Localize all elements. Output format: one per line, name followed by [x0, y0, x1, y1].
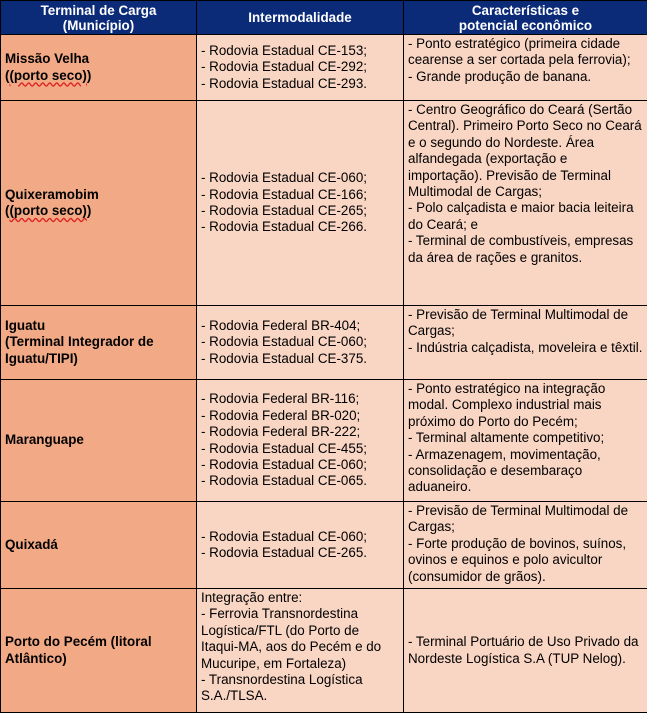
features-cell [404, 589, 647, 713]
terminal-cell [1, 101, 197, 306]
terminal-cell [1, 502, 197, 589]
modal-item: - Rodovia Federal BR-404; [201, 317, 361, 333]
modal-item: - Rodovia Estadual CE-166; [201, 186, 367, 202]
feature-item: - Polo calçadista e maior bacia leiteira do Ceará; e [408, 200, 634, 232]
feature-item: - Forte produção de bovinos, suínos, ovinos e equinos e polo avicultor (consumidor de grãos). [408, 535, 627, 584]
feature-item: - Previsão de Terminal Multimodal de Cargas; [408, 307, 629, 339]
modal-item: - Rodovia Estadual CE-265. [201, 545, 367, 560]
modal-item: - Rodovia Federal BR-222; [201, 424, 361, 440]
table-row [1, 101, 647, 306]
features-cell [404, 380, 647, 502]
table-row [1, 380, 647, 502]
header-modal [197, 1, 404, 35]
terminal-cell [1, 35, 197, 101]
header-features-line: Características e [471, 2, 580, 18]
terminal-type-text: (porto seco) [9, 67, 87, 83]
terminal-type-text: (porto seco) [9, 203, 87, 218]
feature-item: - Armazenagem, movimentação, consolidação e desembaraço aduaneiro. [408, 446, 601, 495]
modal-item: - Rodovia Federal BR-020; [201, 407, 361, 423]
terminal-name: Porto do Pecém (litoral [5, 634, 152, 650]
features-cell [404, 306, 647, 380]
header-terminal-line: Terminal de Carga [40, 2, 157, 18]
modal-item: - Rodovia Estadual CE-293. [201, 75, 367, 91]
modal-cell [197, 589, 404, 713]
modal-item: - Rodovia Federal BR-116; [201, 391, 360, 407]
modal-item: - Rodovia Estadual CE-065. [201, 473, 367, 489]
terminal-name: Quixeramobim [5, 186, 99, 202]
table-row [1, 306, 647, 380]
feature-item: - Terminal de combustíveis, empresas da área de rações e granitos. [408, 233, 634, 265]
modal-item: - Ferrovia Transnordestina Logística/FTL (do Porto de Itaqui-MA, aos do Pecém e do Mucuripe, em Fortaleza) [201, 606, 382, 671]
terminal-subtitle: (Terminal Integrador de [5, 334, 154, 350]
modal-item: - Rodovia Estadual CE-455; [201, 440, 367, 456]
modal-item: Integração entre: [201, 590, 303, 605]
modal-item: - Rodovia Estadual CE-060; [201, 170, 367, 186]
table-row [1, 35, 647, 101]
features-cell [404, 35, 647, 101]
modal-cell [197, 306, 404, 380]
terminal-name: Quixadá [5, 536, 58, 552]
modal-item: - Rodovia Estadual CE-266. [201, 219, 367, 235]
feature-item: - Terminal Portuário de Uso Privado da Nordeste Logística S.A (TUP Nelog). [408, 634, 639, 666]
feature-item: - Previsão de Terminal Multimodal de Cargas; [408, 503, 629, 535]
modal-item: - Rodovia Estadual CE-060; [201, 456, 367, 472]
feature-item: - Ponto estratégico na integração modal. Complexo industrial mais próximo do Porto do Pecém; [408, 381, 606, 429]
table-row [1, 589, 647, 713]
modal-cell [197, 35, 404, 101]
feature-item: - Indústria calçadista, moveleira e têxtil. [408, 339, 643, 355]
terminal-name: Maranguape [5, 432, 84, 448]
terminal-type: ((porto seco)) [5, 203, 92, 218]
modal-item: - Rodovia Estadual CE-060; [201, 528, 367, 544]
header-features-line: potencial econômico [458, 17, 593, 33]
terminal-name: Iguatu [5, 317, 46, 333]
terminal-cell [1, 306, 197, 380]
feature-item: - Ponto estratégico (primeira cidade cearense a ser cortada pela ferrovia); [408, 36, 631, 68]
feature-item: - Terminal altamente competitivo; [408, 430, 605, 446]
feature-item: - Grande produção de banana. [408, 68, 592, 84]
terminal-cell [1, 589, 197, 713]
terminal-type: ((porto seco)) [5, 67, 92, 83]
features-cell [404, 101, 647, 306]
header-row [1, 1, 647, 35]
terminal-name: Missão Velha [5, 51, 90, 67]
terminal-cell [1, 380, 197, 502]
header-features [404, 1, 647, 35]
modal-cell [197, 380, 404, 502]
table-row [1, 502, 647, 589]
header-terminal-line: (Município) [62, 17, 135, 33]
terminal-subtitle: Iguatu/TIPI) [5, 350, 78, 366]
modal-item: - Rodovia Estadual CE-060; [201, 334, 367, 350]
modal-cell [197, 101, 404, 306]
modal-item: - Rodovia Estadual CE-375. [201, 350, 367, 366]
header-modal-line: Intermodalidade [248, 10, 352, 25]
modal-item: - Rodovia Estadual CE-265; [201, 203, 367, 218]
features-cell [404, 502, 647, 589]
modal-item: - Rodovia Estadual CE-292; [201, 59, 367, 75]
feature-item: - Centro Geográfico do Ceará (Sertão Central). Primeiro Porto Seco no Ceará e o segundo do Nordeste. Área alfandegada (exportação e importação). Previsão de Terminal Multimodal de Cargas; [408, 102, 642, 200]
header-terminal [1, 1, 197, 35]
modal-cell [197, 502, 404, 589]
modal-item: - Rodovia Estadual CE-153; [201, 42, 367, 58]
terminal-name: Atlântico) [5, 650, 67, 666]
modal-item: - Transnordestina Logística S.A./TLSA. [201, 672, 363, 704]
